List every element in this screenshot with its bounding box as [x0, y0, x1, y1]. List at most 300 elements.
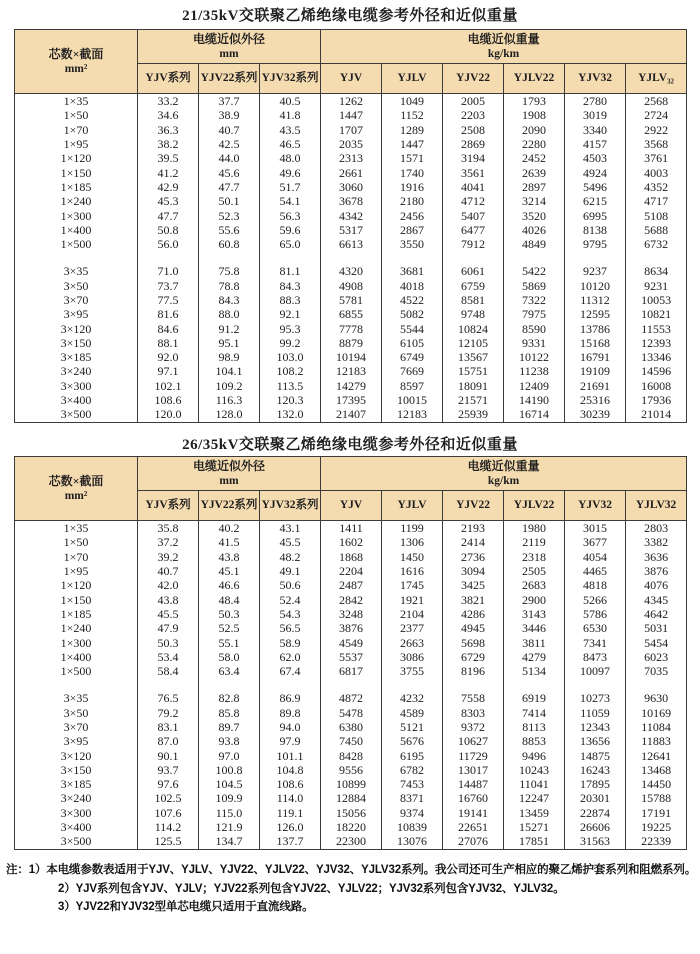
value-cell: 5478	[321, 706, 382, 720]
value-cell: 34.6	[138, 108, 199, 122]
value-cell: 17936	[626, 393, 687, 407]
spec-cell: 3×95	[15, 734, 138, 748]
value-cell: 58.0	[199, 650, 260, 664]
table-row	[15, 307, 687, 321]
value-cell: 6855	[321, 307, 382, 321]
value-cell: 11883	[626, 734, 687, 748]
value-cell: 10821	[626, 307, 687, 321]
value-cell: 9331	[504, 336, 565, 350]
table-row	[15, 650, 687, 664]
value-cell: 8196	[443, 664, 504, 678]
value-cell: 19141	[443, 806, 504, 820]
table-row	[15, 208, 687, 222]
value-cell: 3340	[565, 123, 626, 137]
value-cell: 2867	[382, 223, 443, 237]
column-header-yjv22: YJV22	[443, 491, 504, 521]
value-cell: 1262	[321, 94, 382, 109]
value-cell: 4003	[626, 165, 687, 179]
value-cell: 12595	[565, 307, 626, 321]
spec-cell: 1×35	[15, 94, 138, 109]
spec-cell: 3×150	[15, 336, 138, 350]
gap-cell	[260, 678, 321, 691]
value-cell: 1602	[321, 535, 382, 549]
table-row	[15, 123, 687, 137]
gap-cell	[321, 251, 382, 264]
value-cell: 48.4	[199, 592, 260, 606]
value-cell: 15168	[565, 336, 626, 350]
value-cell: 52.3	[199, 208, 260, 222]
value-cell: 12247	[504, 791, 565, 805]
spec-cell: 1×150	[15, 592, 138, 606]
value-cell: 13346	[626, 350, 687, 364]
spec-cell: 3×50	[15, 279, 138, 293]
value-cell: 2897	[504, 180, 565, 194]
note-line-3: 3）YJV22和YJV32型单芯电缆只适用于直流线路。	[58, 901, 314, 913]
value-cell: 9374	[382, 806, 443, 820]
value-cell: 10243	[504, 763, 565, 777]
value-cell: 6530	[565, 621, 626, 635]
value-cell: 104.8	[260, 763, 321, 777]
gap-cell	[138, 678, 199, 691]
value-cell: 6613	[321, 237, 382, 251]
table-row	[15, 607, 687, 621]
spec-cell: 3×300	[15, 379, 138, 393]
value-cell: 49.6	[260, 165, 321, 179]
value-cell: 94.0	[260, 720, 321, 734]
value-cell: 1921	[382, 592, 443, 606]
value-cell: 3811	[504, 635, 565, 649]
value-cell: 20301	[565, 791, 626, 805]
spec-cell: 1×120	[15, 578, 138, 592]
value-cell: 5698	[443, 635, 504, 649]
value-cell: 6380	[321, 720, 382, 734]
table-row	[15, 806, 687, 820]
value-cell: 3019	[565, 108, 626, 122]
value-cell: 10122	[504, 350, 565, 364]
value-cell: 50.8	[138, 223, 199, 237]
value-cell: 6061	[443, 264, 504, 278]
od-group-unit: mm	[219, 47, 239, 60]
value-cell: 2639	[504, 165, 565, 179]
value-cell: 9795	[565, 237, 626, 251]
value-cell: 97.0	[199, 748, 260, 762]
value-cell: 1707	[321, 123, 382, 137]
value-cell: 14487	[443, 777, 504, 791]
value-cell: 51.7	[260, 180, 321, 194]
gap-cell	[321, 678, 382, 691]
value-cell: 13076	[382, 834, 443, 849]
value-cell: 5407	[443, 208, 504, 222]
value-cell: 17395	[321, 393, 382, 407]
column-header-yjv32-series: YJV32系列	[260, 64, 321, 94]
value-cell: 2568	[626, 94, 687, 109]
spec-header-unit: mm²	[64, 489, 88, 502]
value-cell: 1616	[382, 564, 443, 578]
value-cell: 5082	[382, 307, 443, 321]
column-header-yjv-series: YJV系列	[138, 491, 199, 521]
value-cell: 3678	[321, 194, 382, 208]
value-cell: 46.6	[199, 578, 260, 592]
value-cell: 81.1	[260, 264, 321, 278]
value-cell: 10627	[443, 734, 504, 748]
table-row	[15, 550, 687, 564]
value-cell: 40.7	[199, 123, 260, 137]
value-cell: 97.6	[138, 777, 199, 791]
value-cell: 54.3	[260, 607, 321, 621]
value-cell: 3636	[626, 550, 687, 564]
value-cell: 119.1	[260, 806, 321, 820]
value-cell: 10120	[565, 279, 626, 293]
value-cell: 3755	[382, 664, 443, 678]
value-cell: 33.2	[138, 94, 199, 109]
value-cell: 115.0	[199, 806, 260, 820]
value-cell: 7450	[321, 734, 382, 748]
gap-cell	[138, 251, 199, 264]
od-group-unit: mm	[219, 474, 239, 487]
value-cell: 4279	[504, 650, 565, 664]
value-cell: 39.2	[138, 550, 199, 564]
value-cell: 19225	[626, 820, 687, 834]
value-cell: 22651	[443, 820, 504, 834]
column-header-yjv22-series: YJV22系列	[199, 491, 260, 521]
spec-cell: 1×400	[15, 650, 138, 664]
value-cell: 93.7	[138, 763, 199, 777]
value-cell: 3677	[565, 535, 626, 549]
value-cell: 77.5	[138, 293, 199, 307]
table1-header	[15, 30, 687, 94]
value-cell: 2090	[504, 123, 565, 137]
value-cell: 5454	[626, 635, 687, 649]
value-cell: 43.5	[260, 123, 321, 137]
value-cell: 4872	[321, 691, 382, 705]
value-cell: 3821	[443, 592, 504, 606]
spec-cell: 1×400	[15, 223, 138, 237]
value-cell: 7322	[504, 293, 565, 307]
value-cell: 6195	[382, 748, 443, 762]
spec-cell: 1×50	[15, 108, 138, 122]
value-cell: 5688	[626, 223, 687, 237]
spec-cell: 3×400	[15, 820, 138, 834]
table-row	[15, 834, 687, 849]
value-cell: 6215	[565, 194, 626, 208]
value-cell: 45.5	[260, 535, 321, 549]
value-cell: 134.7	[199, 834, 260, 849]
spec-cell: 1×120	[15, 151, 138, 165]
od-group-label: 电缆近似外径	[193, 458, 266, 473]
column-header-yjlv22: YJLV22	[504, 491, 565, 521]
value-cell: 22339	[626, 834, 687, 849]
value-cell: 104.1	[199, 364, 260, 378]
value-cell: 40.5	[260, 94, 321, 109]
value-cell: 1571	[382, 151, 443, 165]
gap-cell	[15, 678, 138, 691]
value-cell: 11059	[565, 706, 626, 720]
value-cell: 25316	[565, 393, 626, 407]
value-cell: 10824	[443, 321, 504, 335]
value-cell: 47.7	[138, 208, 199, 222]
spec-cell: 3×240	[15, 791, 138, 805]
value-cell: 1740	[382, 165, 443, 179]
value-cell: 2104	[382, 607, 443, 621]
value-cell: 49.1	[260, 564, 321, 578]
value-cell: 2869	[443, 137, 504, 151]
value-cell: 1447	[382, 137, 443, 151]
spec-column-header	[15, 30, 138, 94]
value-cell: 128.0	[199, 407, 260, 422]
value-cell: 7912	[443, 237, 504, 251]
table-row	[15, 364, 687, 378]
value-cell: 6749	[382, 350, 443, 364]
value-cell: 2663	[382, 635, 443, 649]
value-cell: 3060	[321, 180, 382, 194]
table-row	[15, 748, 687, 762]
value-cell: 101.1	[260, 748, 321, 762]
value-cell: 59.6	[260, 223, 321, 237]
value-cell: 4522	[382, 293, 443, 307]
value-cell: 82.8	[199, 691, 260, 705]
value-cell: 4041	[443, 180, 504, 194]
gap-cell	[504, 678, 565, 691]
value-cell: 3382	[626, 535, 687, 549]
value-cell: 21571	[443, 393, 504, 407]
value-cell: 12183	[382, 407, 443, 422]
value-cell: 45.1	[199, 564, 260, 578]
value-cell: 114.2	[138, 820, 199, 834]
value-cell: 8597	[382, 379, 443, 393]
value-cell: 12393	[626, 336, 687, 350]
value-cell: 7453	[382, 777, 443, 791]
gap-cell	[15, 251, 138, 264]
table-row	[15, 664, 687, 678]
value-cell: 38.9	[199, 108, 260, 122]
value-cell: 8473	[565, 650, 626, 664]
spec-cell: 1×185	[15, 180, 138, 194]
table-row	[15, 691, 687, 705]
value-cell: 4924	[565, 165, 626, 179]
table-row	[15, 151, 687, 165]
value-cell: 86.9	[260, 691, 321, 705]
value-cell: 15271	[504, 820, 565, 834]
table-row	[15, 720, 687, 734]
value-cell: 14596	[626, 364, 687, 378]
value-cell: 11041	[504, 777, 565, 791]
value-cell: 26606	[565, 820, 626, 834]
value-cell: 50.3	[199, 607, 260, 621]
value-cell: 13567	[443, 350, 504, 364]
value-cell: 52.5	[199, 621, 260, 635]
value-cell: 97.1	[138, 364, 199, 378]
value-cell: 79.2	[138, 706, 199, 720]
spec-cell: 1×240	[15, 194, 138, 208]
value-cell: 18220	[321, 820, 382, 834]
value-cell: 15751	[443, 364, 504, 378]
value-cell: 8590	[504, 321, 565, 335]
value-cell: 84.6	[138, 321, 199, 335]
weight-group-unit: kg/km	[487, 47, 520, 60]
value-cell: 14279	[321, 379, 382, 393]
value-cell: 60.8	[199, 237, 260, 251]
value-cell: 6477	[443, 223, 504, 237]
gap-cell	[199, 678, 260, 691]
gap-cell	[565, 678, 626, 691]
value-cell: 40.2	[199, 521, 260, 536]
spec-header-label: 芯数×截面	[48, 473, 104, 488]
value-cell: 5422	[504, 264, 565, 278]
spec-cell: 1×70	[15, 123, 138, 137]
value-cell: 4642	[626, 607, 687, 621]
value-cell: 8428	[321, 748, 382, 762]
value-cell: 16243	[565, 763, 626, 777]
table-row	[15, 350, 687, 364]
value-cell: 42.0	[138, 578, 199, 592]
value-cell: 2487	[321, 578, 382, 592]
value-cell: 2414	[443, 535, 504, 549]
value-cell: 2922	[626, 123, 687, 137]
value-cell: 103.0	[260, 350, 321, 364]
value-cell: 9556	[321, 763, 382, 777]
value-cell: 10053	[626, 293, 687, 307]
value-cell: 4717	[626, 194, 687, 208]
value-cell: 11238	[504, 364, 565, 378]
column-header-yjlv32: YJLV₃₂	[626, 64, 687, 94]
value-cell: 4054	[565, 550, 626, 564]
cable-spec-table-21-35kv	[14, 29, 687, 423]
spec-cell: 1×300	[15, 635, 138, 649]
value-cell: 45.3	[138, 194, 199, 208]
value-cell: 42.5	[199, 137, 260, 151]
value-cell: 10839	[382, 820, 443, 834]
spec-cell: 3×300	[15, 806, 138, 820]
value-cell: 17191	[626, 806, 687, 820]
table2-title: 26/35kV交联聚乙烯绝缘电缆参考外径和近似重量	[182, 437, 518, 453]
value-cell: 76.5	[138, 691, 199, 705]
value-cell: 58.9	[260, 635, 321, 649]
value-cell: 98.9	[199, 350, 260, 364]
spec-header-label: 芯数×截面	[48, 46, 104, 61]
value-cell: 84.3	[260, 279, 321, 293]
column-header-yjlv: YJLV	[382, 64, 443, 94]
value-cell: 46.5	[260, 137, 321, 151]
gap-cell	[626, 251, 687, 264]
gap-cell	[382, 251, 443, 264]
value-cell: 108.2	[260, 364, 321, 378]
value-cell: 50.3	[138, 635, 199, 649]
column-header-yjlv22: YJLV22	[504, 64, 565, 94]
value-cell: 3015	[565, 521, 626, 536]
value-cell: 30239	[565, 407, 626, 422]
weight-group-label: 电缆近似重量	[467, 31, 540, 46]
value-cell: 125.5	[138, 834, 199, 849]
value-cell: 13017	[443, 763, 504, 777]
spec-cell: 3×70	[15, 720, 138, 734]
value-cell: 78.8	[199, 279, 260, 293]
spec-cell: 1×95	[15, 137, 138, 151]
value-cell: 11312	[565, 293, 626, 307]
value-cell: 113.5	[260, 379, 321, 393]
value-cell: 10899	[321, 777, 382, 791]
value-cell: 13656	[565, 734, 626, 748]
value-cell: 3086	[382, 650, 443, 664]
value-cell: 6817	[321, 664, 382, 678]
value-cell: 4320	[321, 264, 382, 278]
value-cell: 56.0	[138, 237, 199, 251]
value-cell: 6995	[565, 208, 626, 222]
value-cell: 7341	[565, 635, 626, 649]
value-cell: 92.1	[260, 307, 321, 321]
spec-cell: 1×500	[15, 237, 138, 251]
spec-cell: 1×150	[15, 165, 138, 179]
value-cell: 6759	[443, 279, 504, 293]
value-cell: 45.6	[199, 165, 260, 179]
value-cell: 10273	[565, 691, 626, 705]
od-group-label: 电缆近似外径	[193, 31, 266, 46]
value-cell: 102.1	[138, 379, 199, 393]
value-cell: 4549	[321, 635, 382, 649]
column-header-yjv32: YJV32	[565, 64, 626, 94]
value-cell: 120.3	[260, 393, 321, 407]
value-cell: 41.8	[260, 108, 321, 122]
table-row	[15, 706, 687, 720]
value-cell: 17851	[504, 834, 565, 849]
value-cell: 4849	[504, 237, 565, 251]
value-cell: 4076	[626, 578, 687, 592]
value-cell: 4286	[443, 607, 504, 621]
value-cell: 15788	[626, 791, 687, 805]
value-cell: 8853	[504, 734, 565, 748]
outer-diameter-group-header	[138, 30, 321, 64]
value-cell: 104.5	[199, 777, 260, 791]
table-row	[15, 137, 687, 151]
value-cell: 31563	[565, 834, 626, 849]
value-cell: 44.0	[199, 151, 260, 165]
value-cell: 4465	[565, 564, 626, 578]
value-cell: 54.1	[260, 194, 321, 208]
value-cell: 1908	[504, 108, 565, 122]
value-cell: 6732	[626, 237, 687, 251]
value-cell: 53.4	[138, 650, 199, 664]
value-cell: 95.3	[260, 321, 321, 335]
gap-cell	[199, 251, 260, 264]
value-cell: 5781	[321, 293, 382, 307]
value-cell: 12641	[626, 748, 687, 762]
value-cell: 3681	[382, 264, 443, 278]
spec-cell: 1×185	[15, 607, 138, 621]
value-cell: 6729	[443, 650, 504, 664]
value-cell: 88.0	[199, 307, 260, 321]
column-header-yjlv: YJLV	[382, 491, 443, 521]
value-cell: 4232	[382, 691, 443, 705]
value-cell: 10015	[382, 393, 443, 407]
value-cell: 55.6	[199, 223, 260, 237]
value-cell: 50.1	[199, 194, 260, 208]
table-row	[15, 194, 687, 208]
value-cell: 13786	[565, 321, 626, 335]
value-cell: 2900	[504, 592, 565, 606]
value-cell: 52.4	[260, 592, 321, 606]
table-row	[15, 336, 687, 350]
value-cell: 5544	[382, 321, 443, 335]
value-cell: 3094	[443, 564, 504, 578]
value-cell: 2661	[321, 165, 382, 179]
value-cell: 97.9	[260, 734, 321, 748]
value-cell: 16791	[565, 350, 626, 364]
value-cell: 3425	[443, 578, 504, 592]
value-cell: 2280	[504, 137, 565, 151]
weight-group-header	[321, 30, 687, 64]
gap-cell	[443, 251, 504, 264]
value-cell: 8303	[443, 706, 504, 720]
value-cell: 3761	[626, 151, 687, 165]
